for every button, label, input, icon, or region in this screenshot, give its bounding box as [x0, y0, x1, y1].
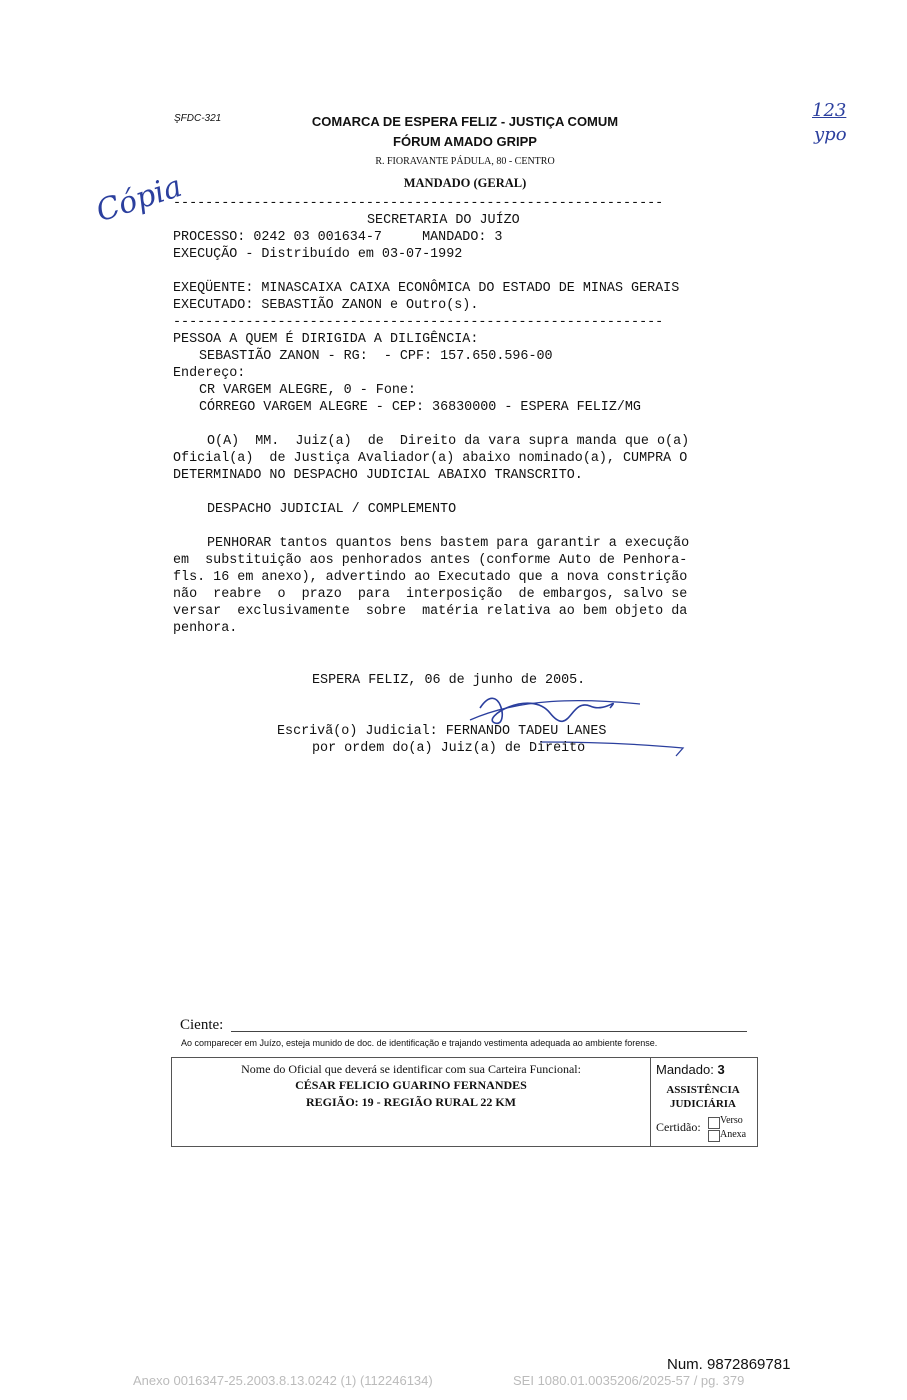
despacho-line-3: fls. 16 em anexo), advertindo ao Executado que a nova constrição [173, 570, 688, 585]
court-title: COMARCA DE ESPERA FELIZ - JUSTIÇA COMUM [311, 114, 619, 129]
anexa-label: Anexa [720, 1129, 747, 1140]
exequente-line: EXEQÜENTE: MINASCAIXA CAIXA ECONÔMICA DO ESTADO DE MINAS GERAIS [173, 281, 680, 296]
pessoa-name-line: SEBASTIÃO ZANON - RG: - CPF: 157.650.596-00 [199, 349, 553, 364]
address-line-1: CR VARGEM ALEGRE, 0 - Fone: [199, 383, 416, 398]
ciente-label: Ciente: [180, 1017, 224, 1033]
form-code: ŞFDC-321 [174, 113, 222, 124]
despacho-line-4: não reabre o prazo para interposição de embargos, salvo se [173, 587, 688, 602]
order-line-1: O(A) MM. Juiz(a) de Direito da vara supra manda que o(a) [207, 434, 690, 449]
document-type: MANDADO (GERAL) [403, 176, 527, 190]
document-number: Num. 9872869781 [667, 1356, 791, 1373]
verso-checkbox[interactable] [708, 1117, 720, 1129]
handwritten-copy-mark: Cópia [92, 168, 187, 230]
forum-address: R. FIORAVANTE PÁDULA, 80 - CENTRO [375, 156, 555, 167]
footer-anexo: Anexo 0016347-25.2003.8.13.0242 (1) (112246134) [133, 1373, 433, 1388]
officer-prompt: Nome do Oficial que deverá se identificar com sua Carteira Funcional: [241, 1062, 581, 1076]
escriva-line: Escrivã(o) Judicial: FERNANDO TADEU LANES [277, 724, 607, 739]
officer-region: REGIÃO: 19 - REGIÃO RURAL 22 KM [305, 1095, 516, 1109]
despacho-line-6: penhora. [173, 621, 238, 636]
despacho-line-2: em substituição aos penhorados antes (conforme Auto de Penhora- [173, 553, 688, 568]
officer-name: CÉSAR FELICIO GUARINO FERNANDES [295, 1078, 527, 1092]
address-line-2: CÓRREGO VARGEM ALEGRE - CEP: 36830000 - ESPERA FELIZ/MG [199, 400, 641, 415]
secretaria-heading: SECRETARIA DO JUÍZO [367, 213, 520, 228]
mandado-number: 3 [717, 1062, 725, 1077]
date-line: ESPERA FELIZ, 06 de junho de 2005. [312, 673, 586, 688]
endereco-label: Endereço: [173, 366, 246, 381]
executado-line: EXECUTADO: SEBASTIÃO ZANON e Outro(s). [173, 298, 479, 313]
pessoa-heading: PESSOA A QUEM É DIRIGIDA A DILIGÊNCIA: [173, 332, 479, 347]
divider-middle: ------------------------------------------------------------- [173, 315, 664, 330]
assistencia-line-1: ASSISTÊNCIA [666, 1084, 740, 1096]
certidao-label: Certidão: [656, 1120, 701, 1134]
despacho-line-1: PENHORAR tantos quantos bens bastem para garantir a execução [207, 536, 690, 551]
assistencia-line-2: JUDICIÁRIA [669, 1098, 736, 1110]
mandado-label-text: Mandado: [656, 1062, 714, 1077]
ciente-notice: Ao comparecer em Juízo, esteja munido de doc. de identificação e trajando vestimenta adequada ao ambiente forense. [181, 1038, 658, 1048]
processo-line: PROCESSO: 0242 03 001634-7 MANDADO: 3 [173, 230, 503, 245]
anexa-checkbox[interactable] [708, 1130, 720, 1142]
divider-top: ------------------------------------------------------------- [173, 196, 664, 211]
mandado-label [656, 1062, 725, 1077]
handwritten-page-number: 123 [812, 100, 847, 121]
ordem-line: por ordem do(a) Juiz(a) de Direito [312, 741, 586, 756]
footer-sei: SEI 1080.01.0035206/2025-57 / pg. 379 [513, 1373, 745, 1388]
handwritten-note: ypo [814, 124, 847, 145]
verso-label: Verso [720, 1115, 743, 1126]
despacho-heading: DESPACHO JUDICIAL / COMPLEMENTO [207, 502, 457, 517]
execucao-line: EXECUÇÃO - Distribuído em 03-07-1992 [173, 247, 463, 262]
despacho-line-5: versar exclusivamente sobre matéria relativa ao bem objeto da [173, 604, 688, 619]
ciente-signature-line [231, 1031, 747, 1032]
order-line-2: Oficial(a) de Justiça Avaliador(a) abaixo nominado(a), CUMPRA O [173, 451, 688, 466]
forum-title: FÓRUM AMADO GRIPP [393, 134, 537, 149]
order-line-3: DETERMINADO NO DESPACHO JUDICIAL ABAIXO TRANSCRITO. [173, 468, 583, 483]
